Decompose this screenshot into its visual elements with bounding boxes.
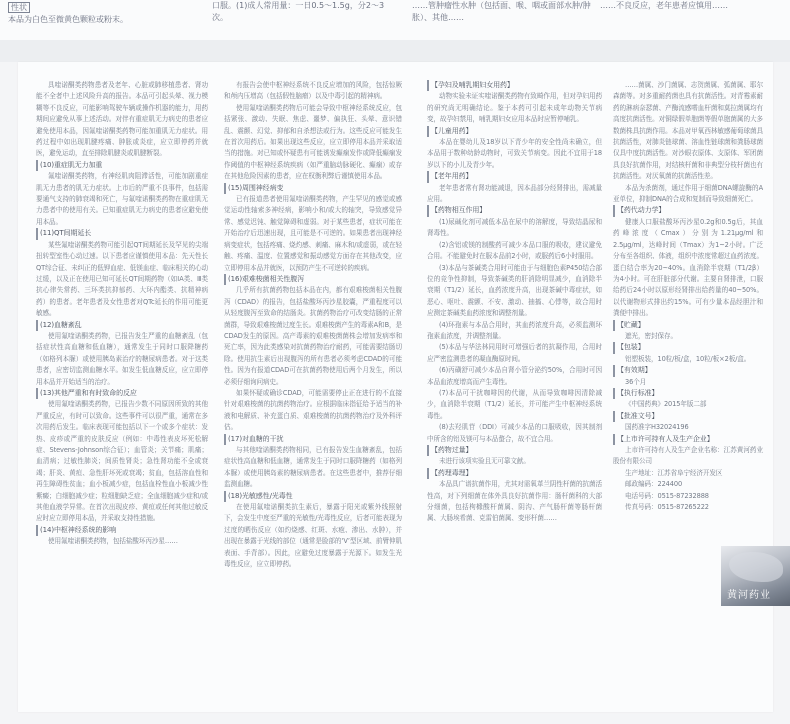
manufacturer-name: 江苏黄河药业股份有限公司: [613, 446, 763, 466]
package-heading: 【包装】: [613, 342, 763, 353]
manufacturer-heading: 【上市许可持有人及生产企业】: [613, 434, 763, 445]
validity-heading: 【有效期】: [613, 365, 763, 376]
fax-label: 传真号码：: [625, 503, 658, 512]
section-heading: (14)中枢神经系统的影响: [36, 525, 208, 536]
fax-value: 0515-87265222: [657, 503, 709, 512]
column-3: [427, 80, 602, 700]
zip-value: 224400: [657, 480, 683, 489]
paragraph: 本品为杀菌剂，通过作用于细菌DNA螺旋酶的A亚单位，抑制DNA的合成和复制而导致细菌死亡。: [613, 183, 763, 204]
strip-col2-text: 口服。(1)成人常用量：一日0.5～1.5g，分2～3次。: [212, 1, 385, 22]
page-gap: [0, 40, 790, 62]
section-heading: (13)其他严重和有时致命的反应: [36, 388, 208, 399]
paragraph: 某些氟喹诺酮类药物可能引起QT间期延长及罕见的尖端扭转型室性心动过速。以下患者应谨慎使用本品：先天性长QT综合征、未纠正的低钾血症、低镁血症、临床相关的心动过缓，以及正在使用已知可延长QT间期药物（如ⅠA类、Ⅲ类抗心律失常药、三环类抗抑郁药、大环内酯类、抗精神病药）的患者。老年患者及女性患者对QTc延长的作用可能更敏感。: [36, 240, 208, 318]
approval-number: 国药准字H32024196: [625, 423, 689, 432]
address-row: [613, 468, 763, 479]
section-heading: 【药理毒理】: [427, 468, 602, 479]
paragraph: 已有报道患者使用氟喹诺酮类药物，产生罕见的感觉或感觉运动性轴索多神经病，影响小和/或大的轴突，导致感觉异常、感觉迟钝、触觉障碍和虚弱。对于某些患者，症状可能在开始治疗后迅速出现，且可能是不可逆的。如果患者出现神经病变症状，包括疼痛、烧灼感、刺痛、麻木和/或虚弱，或在轻触、疼痛、温度、位置感觉和振动感觉方面存在其他改变，应立即停用本品并就医，以预防产生不可逆转的疾病。: [224, 195, 402, 272]
paragraph: (3)本品与茶碱类合用时可能由于与细胞色素P450结合部位的竞争性抑制，导致茶碱类的肝消除明显减少，血消除半衰期（T1/2）延长，血药浓度升高，出现茶碱中毒症状，如恶心、呕吐、震颤、不安、激动、抽搐、心悸等，故合用时应测定茶碱类血药浓度和调整剂量。: [427, 263, 602, 318]
section-heading: (10)重症肌无力加重: [36, 160, 208, 171]
strip-col4-text: ……不良反应，老年患者应慎用……: [600, 1, 728, 10]
leaflet-page: [18, 62, 773, 712]
paragraph: 如果怀疑或确诊CDAD，可能需要停止正在进行的不直接针对艰难梭菌的抗菌药物治疗。应根据临床指征给予适当的补液和电解质、补充蛋白质、艰难梭菌的抗菌药物治疗及外科评估。: [224, 388, 402, 432]
section-heading: (15)周围神经病变: [224, 183, 402, 194]
section-heading: (17)对血糖的干扰: [224, 434, 402, 445]
section-heading: 【孕妇及哺乳期妇女用药】: [427, 80, 602, 91]
brand-name: 黄河药业: [727, 590, 771, 601]
paragraph: (8)去羟肌苷（DDI）可减少本品的口服吸收，因其制剂中所含的铝及镁可与本品螯合，故不宜合用。: [427, 423, 602, 443]
strip-col3-text: ……管肿瘤性水肿（包括面、喉、咽或面部水肿/肿胀）、其他……: [412, 1, 591, 22]
section-heading: (16)艰难梭菌相关性腹泻: [224, 274, 402, 285]
paragraph: 在使用氟喹诺酮类抗生素后，暴露于阳光或紫外线照射下，会发生中度至严重的光敏性/光毒性反应，后者可能表现为过度的晒伤反应（如灼烧感、红斑、水疱、渗出、水肿），并出现在暴露于光线的部位（通常是脸部的‘V’型区域、前臂伸肌表面、手背部）。因此，应避免过度暴露于光源下。如发生光毒性反应，应立即停药。: [224, 503, 402, 569]
phone-row: [613, 491, 763, 502]
fax-row: [613, 502, 763, 513]
paragraph: 氟喹诺酮类药物，有神经肌肉阻滞活性，可能加剧重症肌无力患者的肌无力症状。上市后的严重不良事件，包括需要通气支持的肺衰竭和死亡，与氟喹诺酮类药物在重症肌无力患者中的使用有关。已知重症肌无力病史的患者应避免使用本品。: [36, 172, 208, 226]
previous-page-strip: [0, 0, 790, 40]
strip-col1: [8, 2, 188, 26]
paragraph: ……菌属、沙门菌属、志贺菌属、弧菌属、耶尔森菌等。对多重耐药菌也具有抗菌活性。对青霉素耐药的淋病奈瑟菌、产酶流感嗜血杆菌和莫拉菌属均有高度抗菌活性。对铜绿假单胞菌等假单胞菌属的大多数菌株具抗菌作用。本品对甲氧西林敏感葡萄球菌具抗菌活性，对肺炎链球菌、溶血性链球菌和粪肠球菌仅具中度抗菌活性。对沙眼衣原体、支原体、军团菌具良好抗菌作用，对结核杆菌和非典型分枝杆菌也有抗菌活性。对厌氧菌的抗菌活性差。: [613, 81, 763, 181]
map-graphic: [729, 552, 783, 582]
zip-row: [613, 479, 763, 490]
paragraph: (6)丙磺舒可减少本品自肾小管分泌约50%，合用时可因本品血浓度增高而产生毒性。: [427, 366, 602, 386]
manufacturer-name-row: [613, 445, 763, 468]
storage-value: 遮光，密封保存。: [625, 331, 677, 340]
section-heading: (11)QT间期延长: [36, 228, 208, 239]
approval-heading: 【批准文号】: [613, 411, 763, 422]
paragraph: 几乎所有抗菌药物包括本品在内，都有艰难梭菌相关性腹泻（CDAD）的报告，包括盐酸环丙沙星胶囊，严重程度可以从轻度腹泻至致命的结肠炎。抗菌药物治疗可改变结肠的正常菌群，导致艰难梭菌过度生长。艰难梭菌产生的毒素A和B，是CDAD发生的原因。高产毒素的艰难梭菌菌株会增加发病率和死亡率，因为此类感染对抗菌药物治疗耐药，可能需要结肠切除。使用抗生素后出现腹泻的所有患者必须考虑CDAD的可能性。因为有报道CDAD可在抗菌药物使用后两个月发生，所以必须仔细询问病史。: [224, 286, 402, 386]
paragraph: (7)本品可干扰咖啡因的代谢，从而导致咖啡因清除减少，血消除半衰期（T1/2）延长，并可能产生中枢神经系统毒性。: [427, 388, 602, 420]
standard-heading: 【执行标准】: [613, 388, 763, 399]
paragraph: 本品具广谱抗菌作用，尤其对需氧革兰阴性杆菌的抗菌活性高，对下列细菌在体外具良好抗菌作用：肠杆菌科的大部分细菌，包括枸橼酸杆菌属、阴沟、产气肠杆菌等肠杆菌属、大肠埃希菌、克雷伯菌属、变形杆菌……: [427, 480, 602, 523]
paragraph: (5)本品与华法林同用时可增强后者的抗凝作用，合用时应严密监测患者的凝血酶原时间。: [427, 343, 602, 363]
paragraph: 使用氟喹诺酮类药物后可能会导致中枢神经系统反应，包括紧张、激动、失眠、焦虑、噩梦、偏执狂、头晕、意识错乱、震颤、幻觉、抑郁和自杀想法或行为。这些反应可能发生在首次用药后。如果出现这些反应，应立即停用本品并采取适当的措施。对已知或怀疑患有可能诱发癫痫发作或降低癫痫发作阈值的中枢神经系统疾病（如严重脑动脉硬化、癫痫）或存在其他危险因素的患者，应在权衡利弊后谨慎使用本品。: [224, 103, 402, 181]
column-1: [36, 80, 208, 700]
address-value: 江苏省阜宁经济开发区: [657, 468, 723, 477]
strip-col1-text: 本品为白色至微黄色颗粒或粉末。: [8, 15, 128, 24]
address-label: 生产地址：: [625, 468, 658, 477]
package-value: 铝塑板装，10粒/板/盒，10粒/板×2板/盒。: [625, 354, 751, 363]
paragraph: 使用氟喹诺酮类药物，已报告少数不同原因所致的其他严重反应，有时可以致命。这些事件可以很严重，通常在多次用药后发生。临床表现可能包括以下一个或多个症状：发热、皮疹或严重的皮肤反应（例如：中毒性表皮坏死松解症、Stevens-Johnson综合征）；血管炎；关节痛；肌痛；血清病；过敏性肺炎；间质性肾炎；急性肾功能不全或衰竭；肝炎、黄疸、急性肝坏死或衰竭；贫血，包括溶血性和再生障碍性贫血；血小板减少症，包括血栓性血小板减少性紫癜；白细胞减少症；粒细胞缺乏症；全血细胞减少症和/或其他血液学异常。在首次出现皮疹、黄疸或任何其他过敏反应时应立即停用本品，并采取支持性措施。: [36, 400, 208, 523]
paragraph: (1)尿碱化剂可减低本品在尿中的溶解度，导致结晶尿和肾毒性。: [427, 217, 602, 238]
paragraph: 与其他喹诺酮类药物相同，已有报告发生血糖紊乱，包括症状性高血糖和低血糖，通常发生于同时口服降糖药（如格列本脲）或使用胰岛素的糖尿病患者。在这些患者中，推荐仔细监测血糖。: [224, 446, 402, 489]
section-heading: 【儿童用药】: [427, 126, 602, 137]
paragraph: 有报告会使中枢神经系统不良反应增加的风险，包括惊厥和颅内压增高（包括假性脑瘤）以及中毒引起的精神病。: [224, 81, 402, 101]
section-heading: (12)血糖紊乱: [36, 320, 208, 331]
paragraph: 健康人口服盐酸环丙沙星0.2g和0.5g后，其血药峰浓度（Cmax）分别为1.21μg/ml和2.5μg/ml，达峰时间（Tmax）为1~2小时。广泛分布至各组织、体液，组织中浓度常超过血药浓度。蛋白结合率为20~40%。血消除半衰期（T1/2β）为4小时。可在肝脏部分代谢。主要自肾排泄，口服给药后24小时以原形经肾排出给药量的40~50%。以代谢物形式排出约15%。可有少量本品经胆汁和粪便中排出。: [613, 217, 763, 318]
section-heading: 【药代动力学】: [613, 205, 763, 216]
zip-label: 邮政编码：: [625, 480, 658, 489]
section-heading: (18)光敏感性/光毒性: [224, 491, 402, 502]
phone-value: 0515-87232888: [657, 491, 709, 500]
column-2: [224, 80, 402, 700]
paragraph: (2)含铝或镁的制酸药可减少本品口服的吸收，建议避免合用。不能避免时在服本品前2小时，或服药后6小时服用。: [427, 240, 602, 261]
company-logo: [721, 546, 790, 606]
paragraph: 使用氟喹诺酮类药物，已报告发生严重的血糖紊乱（包括症状性高血糖和低血糖），通常发生于同时口服降糖药（如格列本脲）或使用胰岛素治疗的糖尿病患者。对于这类患者，应密切监测血糖水平。如发生低血糖反应，应立即停用本品并开始适当的治疗。: [36, 331, 208, 386]
paragraph: (4)环孢素与本品合用时，其血药浓度升高，必须监测环孢素血浓度，并调整剂量。: [427, 320, 602, 340]
paragraph: 未进行该项实验且无可靠文献。: [439, 457, 530, 466]
paragraph: 本品在婴幼儿及18岁以下青少年的安全性尚未确立，但本品用于数种幼龄动物时，可致关节病变。因此不宜用于18岁以下的小儿及青少年。: [427, 138, 602, 169]
paragraph: 使用氟喹诺酮类药物，包括盐酸环丙沙星……: [48, 537, 178, 546]
paragraph: 老年患者常有肾功能减退，因本品部分经肾排出，需减量应用。: [427, 183, 602, 204]
manufacturer-name-label: 上市许可持有人及生产企业名称：: [625, 446, 724, 454]
standard-value: 《中国药典》2015年版二部: [625, 400, 707, 409]
phone-label: 电话号码：: [625, 491, 658, 500]
section-heading: 【老年用药】: [427, 171, 602, 182]
paragraph: 动物实验未证实喹诺酮类药物有致畸作用，但对孕妇用药的研究尚无明确结论。鉴于本药可引起未成年动物关节病变，故孕妇禁用，哺乳期妇女应用本品时应暂停哺乳。: [427, 92, 602, 124]
storage-heading: 【贮藏】: [613, 320, 763, 331]
section-heading: 【药物过量】: [427, 445, 602, 456]
validity-value: 36个月: [625, 377, 647, 386]
strip-tag: 性状: [8, 2, 30, 13]
section-heading: 【药物相互作用】: [427, 205, 602, 216]
paragraph: 具喹诺酮类药物患者及老年、心脏或肺移植患者、肾功能不全者中上述风险升高的报告。本品可引起头晕、视力模糊等不良反应，可能影响驾驶车辆或操作机器的能力，用药期间应避免从事上述活动。对伴有重症肌无力病史的患者应避免使用本品，因氟喹诺酮类药物可能加重肌无力症状。用药过程中如出现肌腱疼痛、肿胀或炎症，应立即停药并就医，避免运动，直至排除肌腱炎或肌腱断裂。: [36, 81, 208, 158]
